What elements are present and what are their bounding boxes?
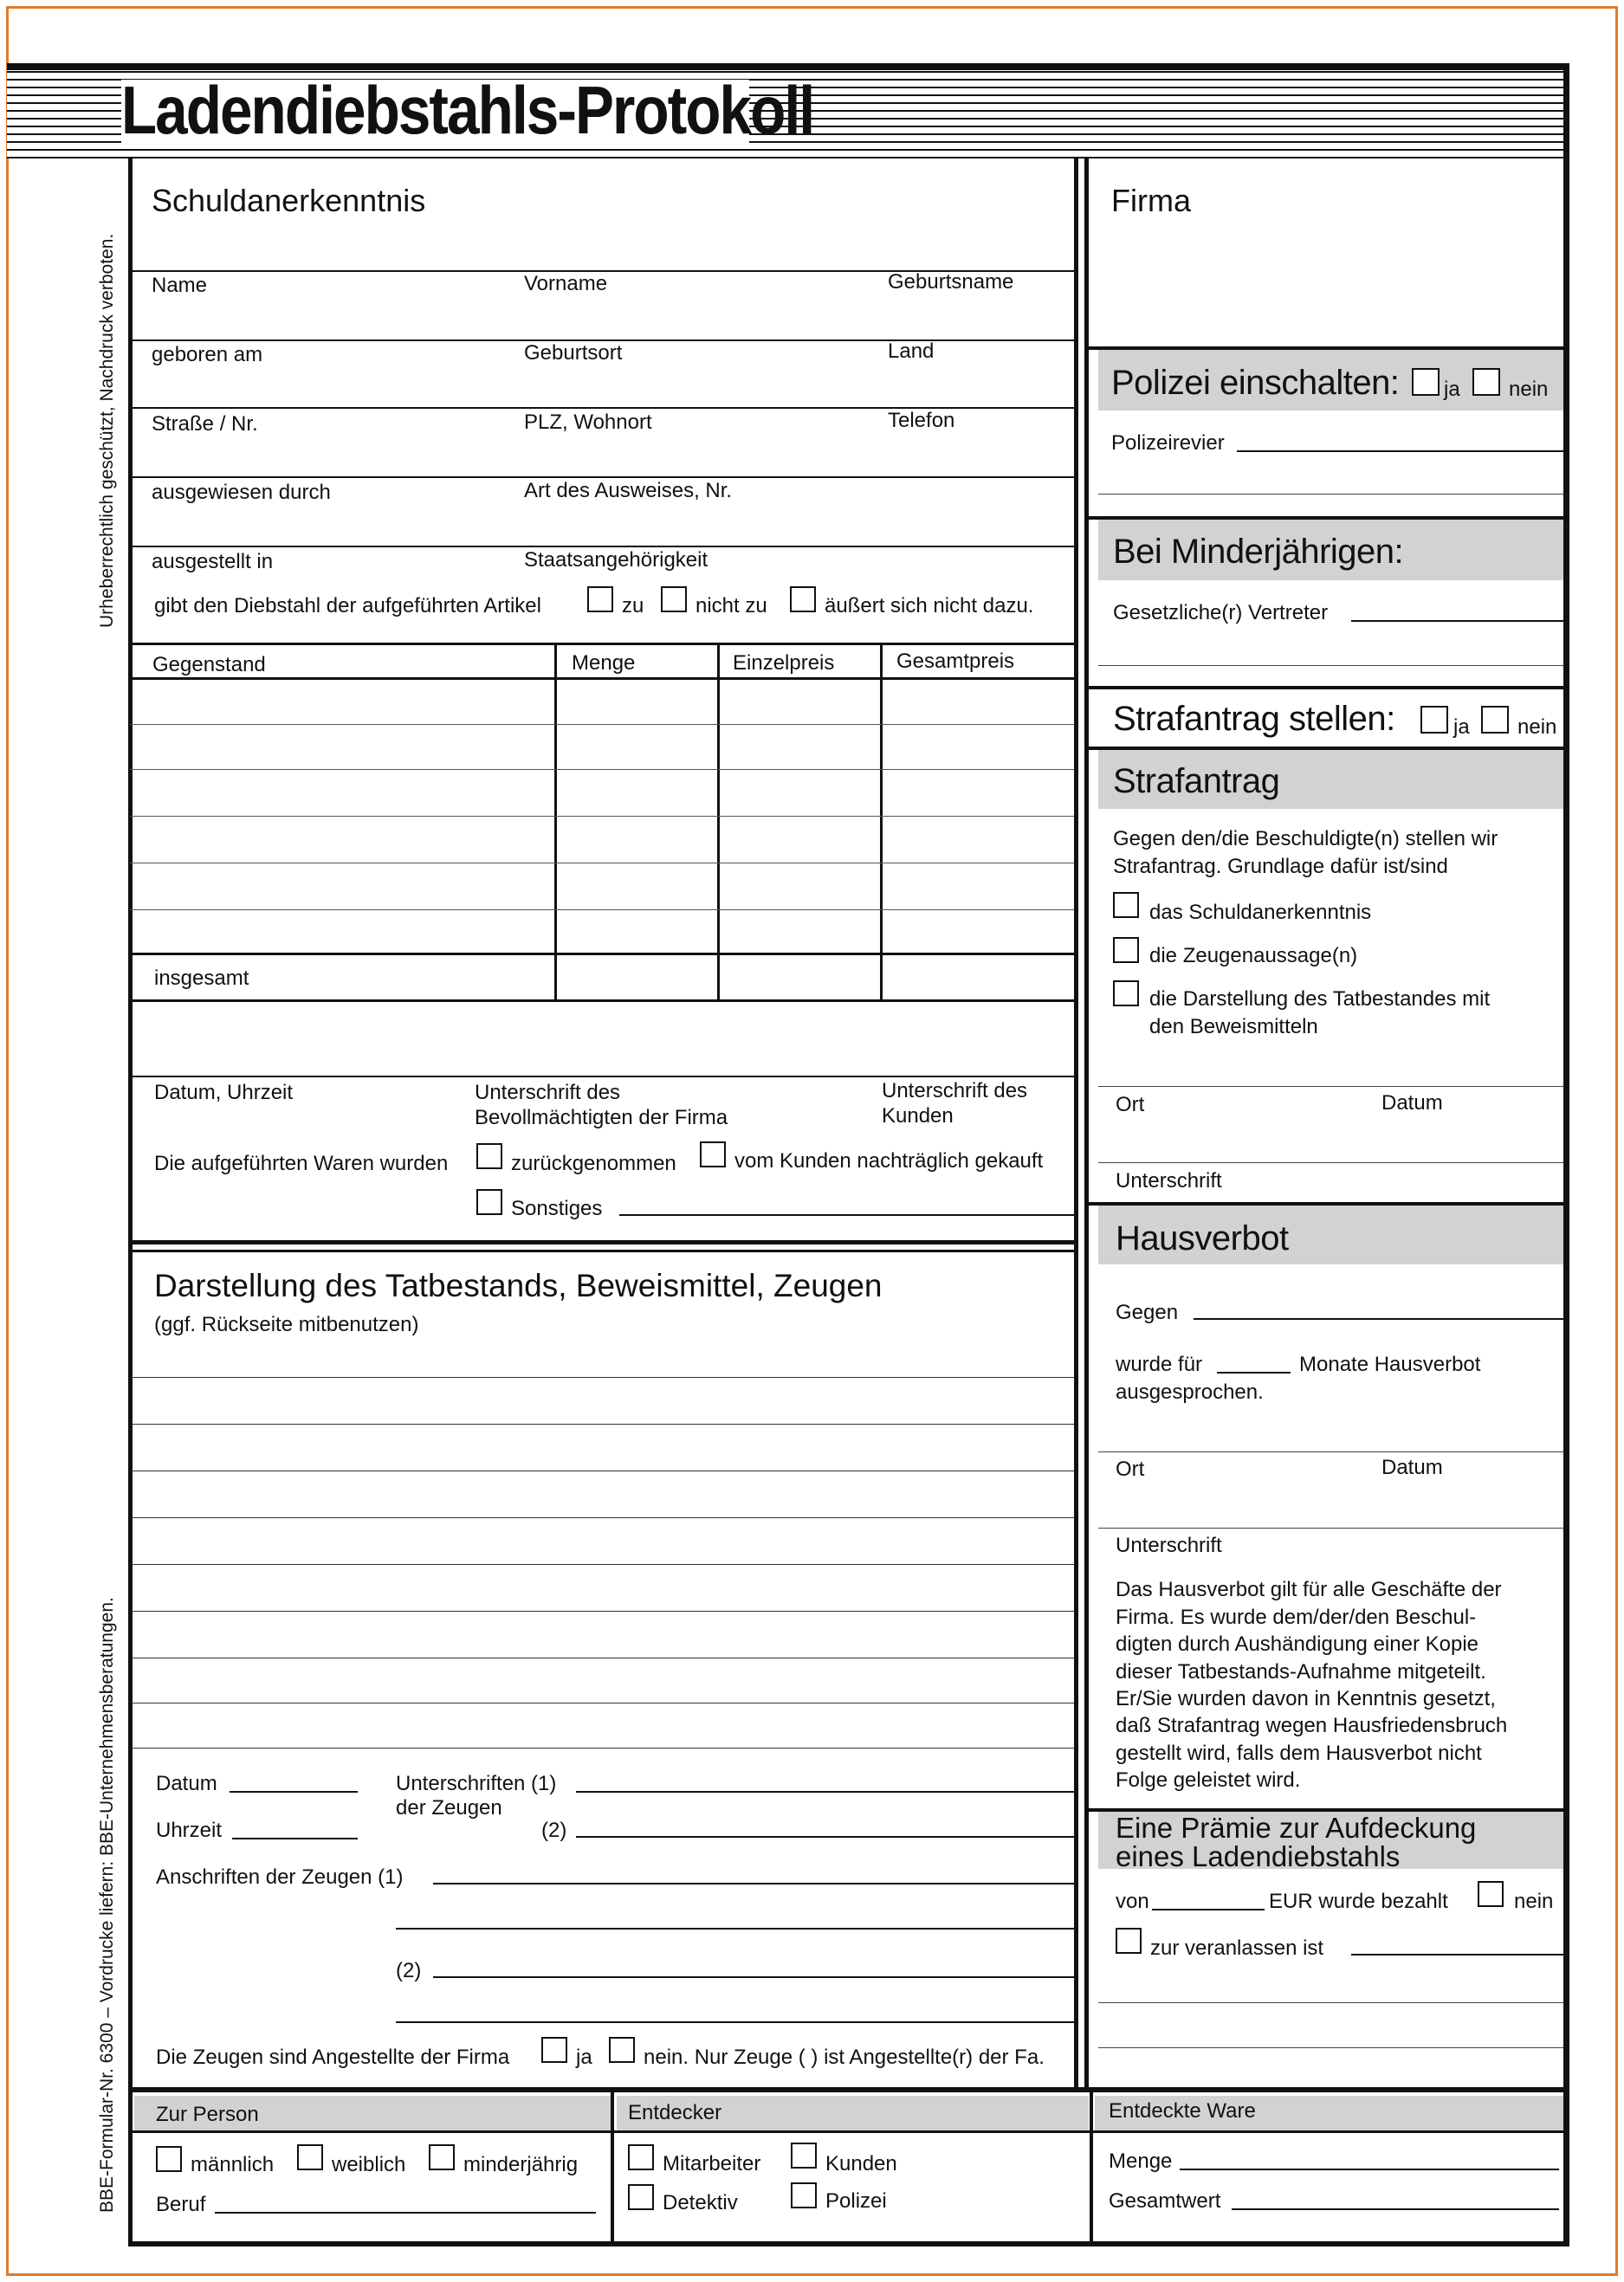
straf-text2: Strafantrag. Grundlage dafür ist/sind [1113,855,1448,878]
label-sonstiges: Sonstiges [511,1197,603,1220]
checkbox-zeugen-ja[interactable] [541,2037,567,2063]
label-straf-opt3b: den Beweismitteln [1149,1015,1318,1038]
label-haus-unterschrift: Unterschrift [1116,1534,1222,1557]
label-anschriften: Anschriften der Zeugen (1) [156,1865,404,1889]
zeugen-angestellte-text: Die Zeugen sind Angestellte der Firma [156,2046,510,2069]
label-unterschriften: Unterschriften (1) [396,1772,557,1795]
checkbox-zu[interactable] [587,586,613,612]
mid-border-2 [1084,158,1089,2090]
firma-label: Firma [1111,183,1191,218]
label-straf-unterschrift: Unterschrift [1116,1169,1222,1193]
th-menge: Menge [572,651,636,675]
checkbox-praemie-nein[interactable] [1478,1881,1504,1907]
label-straf-opt3a: die Darstellung des Tatbestandes mit [1149,987,1491,1011]
label-monate: Monate Hausverbot [1299,1353,1481,1376]
label-straf-datum: Datum [1381,1091,1443,1115]
label-zu: zu [622,594,644,617]
table-top [130,643,1076,645]
section-heading-schuld: Schuldanerkenntnis [152,183,426,218]
label-entdecker: Entdecker [628,2101,722,2124]
divider-thick [130,1240,1076,1244]
checkbox-straf-ja[interactable] [1420,706,1448,734]
checkbox-polizei-ja[interactable] [1412,368,1440,396]
hausverbot-heading: Hausverbot [1116,1219,1289,1257]
label-detektiv: Detektiv [663,2191,738,2214]
strafantrag-heading: Strafantrag [1113,762,1280,800]
label-kunden: Kunden [825,2152,897,2175]
label-geburtsname: Geburtsname [888,270,1014,294]
polizei-heading: Polizei einschalten: [1111,364,1400,402]
haus-info-4: dieser Tatbestands-Aufnahme mitgeteilt. [1116,1660,1486,1684]
label-nicht-zu: nicht zu [696,594,767,617]
label-eur: EUR wurde bezahlt [1269,1890,1448,1913]
label-tat-datum: Datum [156,1772,217,1795]
mid-border-1 [1074,158,1078,2090]
checkbox-polizei-bottom[interactable] [791,2182,817,2208]
label-straf-ort: Ort [1116,1093,1145,1116]
label-polizeirevier: Polizeirevier [1111,431,1225,455]
straf-text1: Gegen den/die Beschuldigte(n) stellen wir [1113,827,1498,850]
th-gesamtpreis: Gesamtpreis [896,650,1015,673]
label-maennlich: männlich [191,2153,275,2176]
label-straf-ja: ja [1453,715,1470,739]
tatbestand-heading: Darstellung des Tatbestands, Beweismittel, Zeugen [154,1268,883,1303]
label-polizei-ja: ja [1444,378,1460,401]
strafantrag-stellen-heading: Strafantrag stellen: [1113,700,1395,738]
label-weiblich: weiblich [332,2153,406,2176]
checkbox-sonstiges[interactable] [476,1189,502,1215]
label-name: Name [152,274,208,297]
haus-info-6: daß Strafantrag wegen Hausfriedensbruch [1116,1714,1508,1737]
label-polizei-nein: nein [1509,378,1549,401]
admit-text: gibt den Diebstahl der aufgeführten Artikel [154,594,541,617]
label-geburtsort: Geburtsort [524,341,623,365]
checkbox-aeussert[interactable] [790,586,816,612]
label-ausgestellt: ausgestellt in [152,550,274,573]
bottom-border [128,2241,1569,2246]
label-gegen: Gegen [1116,1301,1179,1324]
checkbox-weiblich[interactable] [297,2144,323,2170]
form-number-note: BBE-Formular-Nr. 6300 – Vordrucke liefern: BBE-Unternehmensberatungen. [97,1597,117,2213]
label-land: Land [888,339,935,363]
haus-info-7: gestellt wird, falls dem Hausverbot nicht [1116,1742,1482,1765]
label-two-a: (2) [541,1819,567,1842]
label-vertreter: Gesetzliche(r) Vertreter [1113,601,1329,624]
label-praemie-nein: nein [1514,1890,1554,1913]
checkbox-straf-opt1[interactable] [1113,892,1139,918]
tatbestand-sub: (ggf. Rückseite mitbenutzen) [154,1313,419,1336]
label-telefon: Telefon [888,409,955,432]
label-beruf: Beruf [156,2193,206,2216]
label-zurueck: zurückgenommen [511,1152,676,1175]
label-wurde-fuer: wurde für [1116,1353,1203,1376]
total-label: insgesamt [154,966,249,990]
checkbox-minderjaehrig[interactable] [429,2144,455,2170]
label-two-b: (2) [396,1959,422,1982]
waren-text: Die aufgeführten Waren wurden [154,1152,449,1175]
label-strasse: Straße / Nr. [152,412,258,436]
label-straf-opt1: das Schuldanerkenntnis [1149,901,1372,924]
checkbox-maennlich[interactable] [156,2146,182,2172]
checkbox-veranlassen[interactable] [1116,1928,1142,1954]
left-border [128,158,133,2246]
label-zeugen-nein: nein. Nur Zeuge ( ) ist Angestellte(r) der Fa. [644,2046,1045,2069]
checkbox-zurueck[interactable] [476,1143,502,1169]
label-staat: Staatsangehörigkeit [524,548,708,572]
label-der-zeugen: der Zeugen [396,1796,502,1820]
label-straf-opt2: die Zeugenaussage(n) [1149,944,1358,967]
th-einzelpreis: Einzelpreis [733,651,835,675]
label-haus-datum: Datum [1381,1456,1443,1479]
label-mitarbeiter: Mitarbeiter [663,2152,761,2175]
label-haus-ort: Ort [1116,1458,1145,1481]
checkbox-kunden[interactable] [791,2143,817,2169]
label-straf-nein: nein [1517,715,1557,739]
checkbox-polizei-nein[interactable] [1472,368,1500,396]
haus-info-8: Folge geleistet wird. [1116,1768,1301,1792]
label-polizei-bottom: Polizei [825,2189,887,2213]
label-entdeckte-ware: Entdeckte Ware [1109,2099,1256,2123]
label-ausgesprochen: ausgesprochen. [1116,1380,1264,1404]
haus-info-2: Firma. Es wurde dem/der/den Beschul- [1116,1606,1477,1629]
label-gekauft: vom Kunden nachträglich gekauft [734,1149,1044,1173]
checkbox-nicht-zu[interactable] [661,586,687,612]
label-unterschrift-kunde: Unterschrift des Kunden [882,1079,1028,1128]
checkbox-straf-opt2[interactable] [1113,937,1139,963]
label-plz: PLZ, Wohnort [524,411,652,434]
haus-info-3: digten durch Aushändigung einer Kopie [1116,1632,1478,1656]
checkbox-gekauft[interactable] [700,1141,726,1167]
label-geboren: geboren am [152,343,263,366]
label-menge: Menge [1109,2149,1173,2173]
label-vorname: Vorname [524,272,608,295]
checkbox-zeugen-nein[interactable] [609,2037,635,2063]
label-zeugen-ja: ja [576,2046,592,2069]
label-aeussert: äußert sich nicht dazu. [825,594,1034,617]
label-ausweis: Art des Ausweises, Nr. [524,479,733,502]
checkbox-mitarbeiter[interactable] [628,2144,654,2170]
form-title: Ladendiebstahls-Protokoll [121,72,814,148]
haus-info-1: Das Hausverbot gilt für alle Geschäfte der [1116,1578,1502,1601]
label-gesamtwert: Gesamtwert [1109,2189,1221,2213]
checkbox-straf-nein[interactable] [1481,706,1509,734]
checkbox-straf-opt3[interactable] [1113,980,1139,1006]
label-tat-uhrzeit: Uhrzeit [156,1819,223,1842]
haus-info-5: Er/Sie wurden davon in Kenntnis gesetzt, [1116,1687,1496,1710]
right-border [1563,63,1569,2246]
label-unterschrift-bev: Unterschrift des Bevollmächtigten der Firma [475,1081,728,1129]
praemie-heading-2: eines Ladendiebstahls [1116,1840,1401,1872]
label-ausgewiesen: ausgewiesen durch [152,481,331,504]
label-von: von [1116,1890,1149,1913]
label-minderjaehrig: minderjährig [463,2153,579,2176]
minder-heading: Bei Minderjährigen: [1113,533,1404,571]
label-veranlassen: zur veranlassen ist [1150,1936,1324,1960]
copyright-note: Urheberrechtlich geschützt, Nachdruck verboten. [97,233,117,628]
label-datum-uhrzeit: Datum, Uhrzeit [154,1081,294,1104]
label-zur-person: Zur Person [156,2103,259,2126]
praemie-heading-1: Eine Prämie zur Aufdeckung [1116,1812,1477,1844]
th-gegenstand: Gegenstand [152,653,266,676]
bottom-bar-top [130,2087,1568,2092]
checkbox-detektiv[interactable] [628,2184,654,2210]
